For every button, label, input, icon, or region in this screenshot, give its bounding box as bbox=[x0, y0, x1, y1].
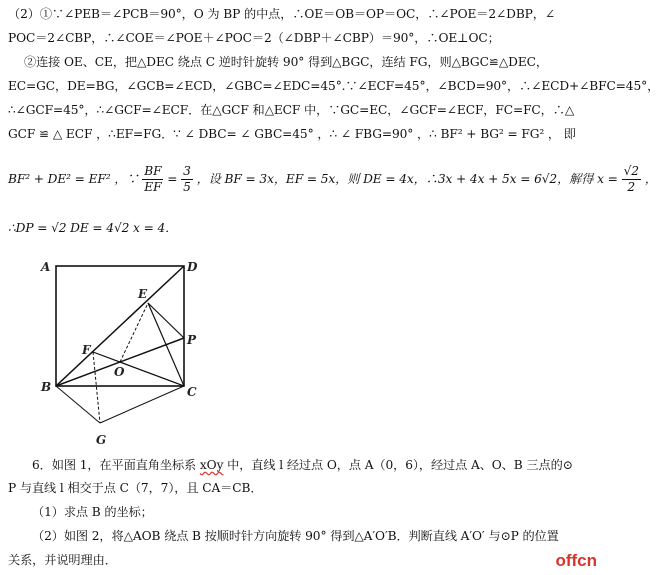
label-c: C bbox=[187, 385, 197, 399]
solution-line-7 bbox=[8, 164, 657, 195]
fraction-numerator: √2 bbox=[623, 164, 639, 178]
fraction-denominator: EF bbox=[144, 180, 162, 194]
solution-line-3: ②连接 OE、CE，把△DEC 绕点 C 逆时针旋转 90° 得到△BGC，连结 FG，则△BGC≌△DEC， bbox=[24, 55, 548, 69]
solution-line-4: EC=GC，DE=BG，∠GCB=∠ECD，∠GBC=∠EDC=45°.∵∠ECF=45°，∠BCD=90°，∴∠ECD+∠BFC=45°， bbox=[8, 79, 659, 93]
label-a: A bbox=[41, 260, 51, 274]
segment-bg bbox=[56, 386, 100, 423]
equation-part-a: BF² + DE² = EF² ，∵ bbox=[8, 172, 139, 186]
segment-oc bbox=[120, 362, 184, 386]
solution-line-5: ∴∠GCF=45°，∴∠GCF=∠ECF．在△GCF 和△ECF 中，∵GC=EC，∠GCF=∠ECF，FC=FC，∴△ bbox=[8, 103, 575, 117]
equation-part-c: ，设 BF = 3x，EF = 5x，则 DE = 4x，∴3x + 4x + 5x = 6√2，解得 x = bbox=[196, 172, 618, 186]
solution-line-1: （2）①∵∠PEB＝∠PCB＝90°，O 为 BP 的中点，∴OE＝OB＝OP＝OC，∴∠POE＝2∠DBP，∠ bbox=[8, 7, 555, 21]
fraction-bf-ef bbox=[142, 164, 163, 195]
segment-fg bbox=[93, 352, 100, 423]
fraction-denominator: 5 bbox=[183, 180, 191, 194]
question-2: （2）如图 2，将△AOB 绕点 B 按顺时针方向旋转 90° 得到△A′O′B．判断直线 A′O′ 与⊙P 的位置 bbox=[32, 529, 559, 543]
segment-gc bbox=[100, 386, 184, 423]
question-2-continued: 关系，并说明理由． bbox=[8, 553, 117, 567]
geometry-figure bbox=[38, 258, 198, 453]
solution-line-6: GCF ≌ △ ECF ，∴EF=FG．∵ ∠ DBC= ∠ GBC=45° ，∴ ∠ FBG=90° ，∴ BF² + BG² = FG² ， 即 bbox=[8, 127, 576, 141]
fraction-denominator: 2 bbox=[627, 180, 636, 194]
problem-line-1 bbox=[32, 457, 573, 473]
label-d: D bbox=[187, 260, 198, 274]
equation-part-d: ， bbox=[644, 172, 657, 186]
segment-ep bbox=[148, 303, 184, 338]
fraction-three-fifths bbox=[181, 164, 193, 195]
xoy-term: xOy bbox=[199, 458, 224, 472]
question-1: （1）求点 B 的坐标； bbox=[32, 505, 153, 519]
problem-part-b: 中，直线 l 经过点 O，点 A（0，6），经过点 A、O、B 三点的⊙ bbox=[223, 458, 573, 472]
fraction-numerator: 3 bbox=[183, 164, 191, 178]
equals-sign: = bbox=[167, 172, 178, 186]
solution-line-2: POC＝2∠CBP，∴∠COE＝∠POE＋∠POC＝2（∠DBP＋∠CBP）＝90°，∴OE⊥OC； bbox=[8, 31, 500, 45]
segment-ec bbox=[148, 303, 184, 386]
label-f: F bbox=[82, 343, 91, 357]
label-g: G bbox=[96, 433, 107, 447]
label-e: E bbox=[138, 287, 148, 301]
label-o: O bbox=[114, 365, 125, 379]
problem-part-a: 6．如图 1，在平面直角坐标系 bbox=[32, 458, 200, 472]
fraction-root2-over-2 bbox=[622, 164, 641, 195]
offcn-watermark: offcn bbox=[555, 551, 597, 570]
solution-line-8: ∴DP = √2 DE = 4√2 x = 4． bbox=[8, 221, 178, 235]
fraction-numerator: BF bbox=[144, 164, 162, 178]
label-b: B bbox=[41, 380, 52, 394]
problem-line-2: P 与直线 l 相交于点 C（7，7），且 CA＝CB． bbox=[8, 481, 263, 495]
label-p: P bbox=[187, 333, 197, 347]
